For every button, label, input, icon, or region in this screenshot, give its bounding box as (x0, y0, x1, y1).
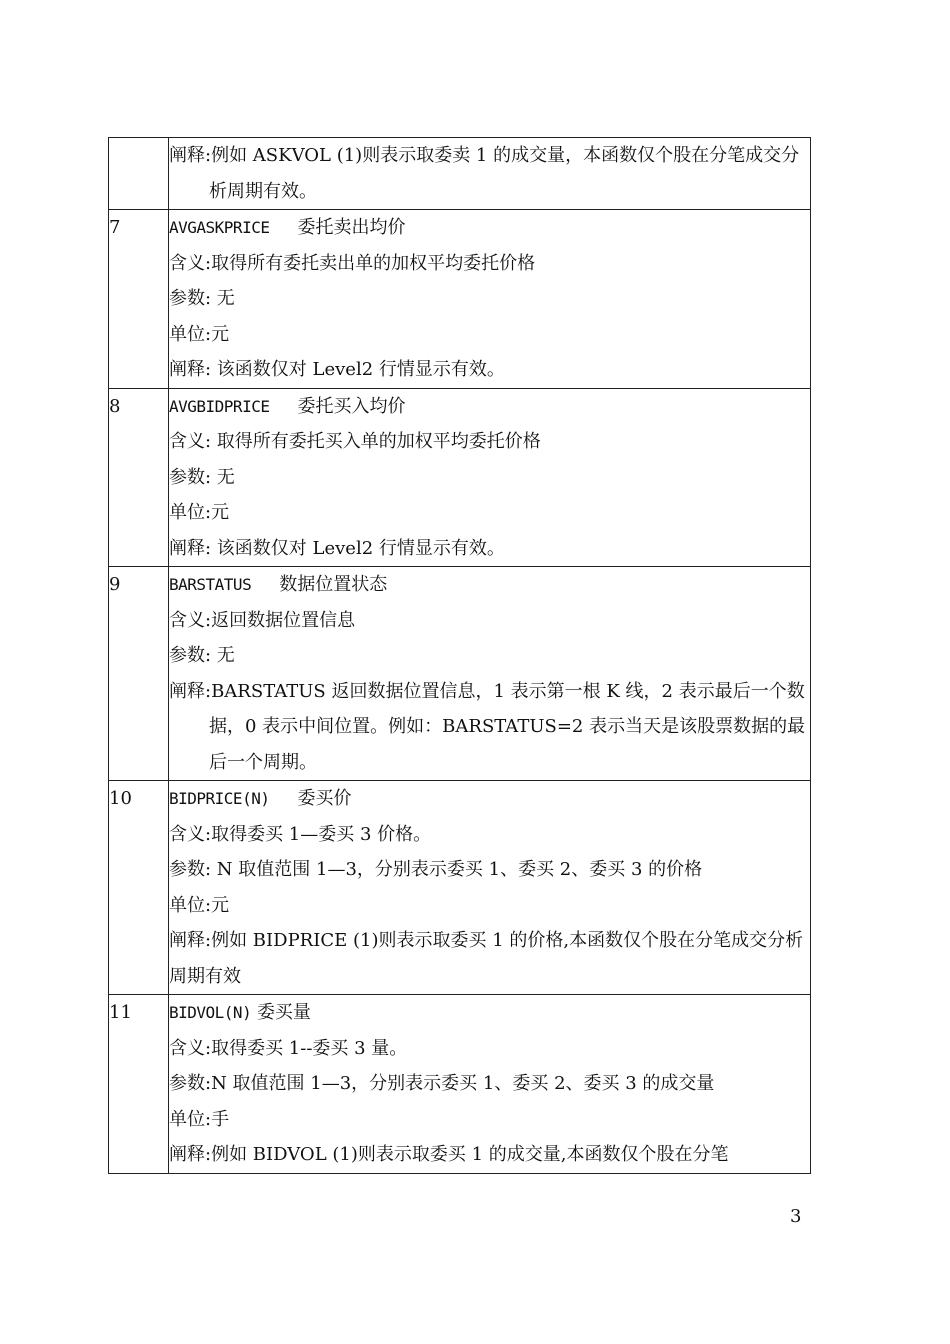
row-number: 9 (109, 567, 169, 781)
explain-line: 阐释: 该函数仅对 Level2 行情显示有效。 (169, 359, 505, 380)
explain-line: 阐释:BARSTATUS 返回数据位置信息，1 表示第一根 K 线，2 表示最后一个数据，0 表示中间位置。例如：BARSTATUS=2 表示当天是该股票数据的最后一个周期。 (169, 680, 806, 773)
meaning-line: 含义: 取得所有委托买入单的加权平均委托价格 (169, 431, 541, 452)
meaning-line: 含义:取得委买 1—委买 3 价格。 (169, 823, 432, 845)
param-line: 参数: 无 (169, 645, 235, 666)
row-body (169, 567, 811, 781)
function-heading (169, 389, 810, 425)
function-heading (169, 995, 810, 1031)
function-name: BIDVOL(N) (169, 1003, 252, 1022)
row-number: 8 (109, 388, 169, 567)
function-name: BARSTATUS (169, 575, 252, 594)
param-line: 参数: 无 (169, 288, 235, 309)
function-name: AVGBIDPRICE (169, 396, 270, 416)
explain-line: 阐释:例如 BIDVOL (1)则表示取委买 1 的成交量,本函数仅个股在分笔 (169, 1144, 729, 1165)
table-row (109, 138, 811, 210)
row-body (169, 138, 811, 210)
param-line: 参数: N 取值范围 1—3，分别表示委买 1、委买 2、委买 3 的价格 (169, 859, 703, 880)
row-body (169, 210, 811, 389)
table-row (109, 388, 811, 567)
function-name: AVGASKPRICE (169, 218, 270, 237)
function-table (108, 137, 811, 1174)
function-desc: 委买量 (256, 1002, 311, 1023)
explain-line: 阐释:例如 ASKVOL (1)则表示取委卖 1 的成交量，本函数仅个股在分笔成交分析周期有效。 (169, 145, 800, 202)
row-body (169, 995, 811, 1174)
function-heading (169, 781, 810, 817)
row-number: 10 (109, 781, 169, 995)
table-row (109, 210, 811, 389)
row-number: 11 (109, 995, 169, 1174)
meaning-line: 含义:取得委买 1--委买 3 量。 (169, 1037, 408, 1059)
row-number: 7 (109, 210, 169, 389)
unit-line: 单位:手 (169, 1108, 230, 1130)
explain-line: 阐释: 该函数仅对 Level2 行情显示有效。 (169, 537, 505, 559)
meaning-line: 含义:取得所有委托卖出单的加权平均委托价格 (169, 252, 536, 274)
unit-line: 单位:元 (169, 894, 230, 916)
page-number: 3 (790, 1206, 802, 1227)
unit-line: 单位:元 (169, 323, 230, 345)
function-desc: 委托买入均价 (297, 395, 406, 417)
unit-line: 单位:元 (169, 502, 230, 523)
meaning-line: 含义:返回数据位置信息 (169, 609, 356, 631)
function-desc: 委买价 (297, 788, 352, 809)
row-body (169, 388, 811, 567)
function-name: BIDPRICE(N) (169, 789, 270, 808)
param-line: 参数: 无 (169, 466, 235, 488)
row-number (109, 138, 169, 210)
function-desc: 委托卖出均价 (297, 217, 406, 238)
table-row (109, 567, 811, 781)
function-heading (169, 210, 810, 246)
explain-line: 阐释:例如 BIDPRICE (1)则表示取委买 1 的价格,本函数仅个股在分笔成交分析周期有效 (169, 930, 804, 987)
param-line: 参数:N 取值范围 1—3，分别表示委买 1、委买 2、委买 3 的成交量 (169, 1073, 715, 1094)
row-body (169, 781, 811, 995)
function-heading (169, 567, 810, 603)
table-row (109, 781, 811, 995)
function-desc: 数据位置状态 (279, 574, 388, 595)
table-row (109, 995, 811, 1174)
